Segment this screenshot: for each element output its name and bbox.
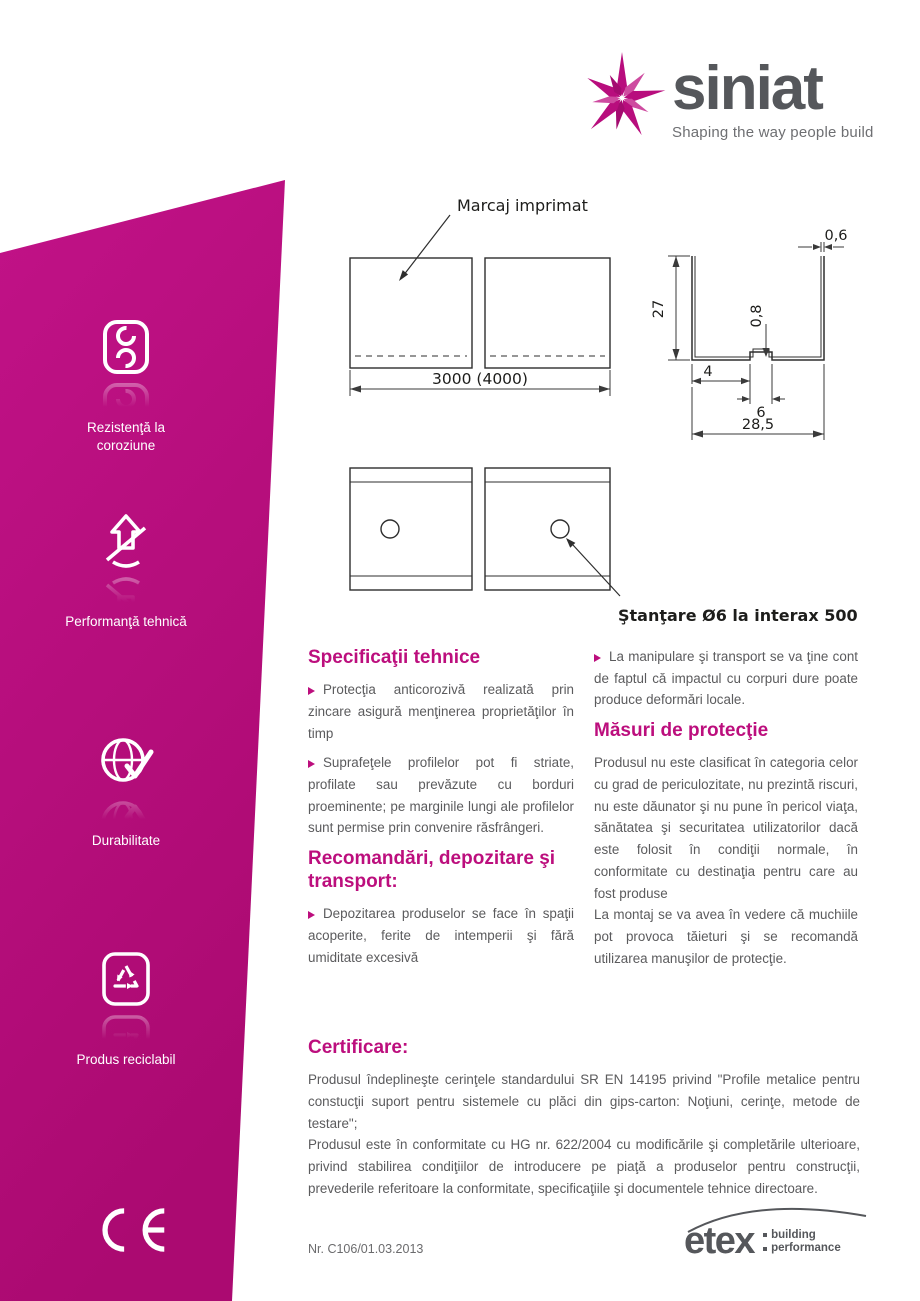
bullet-item [594,646,858,711]
left-column [308,646,574,977]
bullet-triangle-icon [594,654,601,662]
section-title-certificare: Certificare: [308,1037,409,1058]
sidebar-label-performanta: Performanţă tehnică [65,614,187,629]
bullet-item [308,679,574,744]
stantare-leader-line [573,545,620,596]
right-column [594,646,858,969]
bullet-triangle-icon [308,687,315,695]
dim-height-label: 27 [651,299,667,319]
technical-performance-icon [99,510,153,570]
callout-stantare: Ştanţare Ø6 la interax 500 [618,606,858,625]
paragraph: Produsul îndeplineşte cerinţele standardului SR EN 14195 privind "Profile metalice pentru constucţii suport pentru sistemele cu plăci din gips-carton: Noţiuni, cerinţe, metode de testare"; [308,1072,860,1131]
bullet-triangle-icon [308,911,315,919]
callout-marcaj-imprimat: Marcaj imprimat [457,196,588,215]
punched-hole [551,520,569,538]
sidebar-label-reciclabil: Produs reciclabil [76,1052,176,1067]
section-title-specificatii: Specificaţii tehnice [308,647,481,668]
drawing-profile-front-and-section [300,188,860,450]
ce-mark-icon [84,1204,170,1256]
bullet-text: Depozitarea produselor se face în spaţii acoperite, ferite de intemperii şi fără umiditate excesivă [308,906,574,965]
dim-rib-width-label: 6 [756,405,766,421]
dim-arrow [599,386,610,393]
etex-tagline-line2: performance [771,1241,841,1254]
etex-wordmark: etex [684,1220,755,1262]
corrosion-resistance-icon [99,318,153,376]
dim-length-label: 3000 (4000) [432,370,528,388]
sidebar-item-durabilitate [40,733,212,850]
profile-top-outline [350,468,610,590]
paragraph: Produsul este în conformitate cu HG nr. 622/2004 cu modificările şi completările ulterioare, privind stabilirea condiţiilor de introducere pe piaţă a produselor pentru construcţii, prevederile referitoare la conformitate, specificaţiile şi documentele tehnice directoare. [308,1137,860,1196]
brand-name: siniat [672,54,822,123]
sidebar-item-reciclabil [40,950,212,1069]
sidebar-item-performanta [40,510,212,631]
bullet-triangle-icon [308,760,315,768]
dim-rib-offset-label: 4 [703,364,713,380]
paragraph: Produsul nu este clasificat în categoria celor cu grad de periculozitate, nu prezintă riscuri, nu este dăunator şi nu pune în pericol viaţa, sănătatea şi securitatea utilizatorilor dacă este folosit în condiţii normale, în conformitate cu destinaţia pentru care au fost produse [594,755,858,901]
profile-fold-lines [350,482,610,576]
siniat-star-icon [570,40,670,152]
drawing-profile-top-view [300,452,860,647]
bullet-text: La manipulare şi transport se va ţine cont de faptul că impactul cu corpuri dure poate produce deformări locale. [594,649,858,708]
bullet-item [308,752,574,839]
bullet-item [308,903,574,968]
bullet-text: Suprafeţele profilelor pot fi striate, profilate sau prevăzute cu borduri proeminente; pe marginile lungi ale profilelor sunt permise prin convenire răsfrângeri. [308,755,574,836]
punched-hole [381,520,399,538]
dim-width-label: 28,5 [741,417,775,433]
certification-section [308,1036,860,1199]
recyclable-icon [99,950,153,1008]
etex-tagline-bullet [763,1247,767,1251]
bullet-text: Protecţia anticorozivă realizată prin zincare asigură menţinerea proprietăţilor în timp [308,682,574,741]
dim-web-thickness-label: 0,8 [749,304,765,328]
cross-section-dim-arrows [673,244,833,438]
paragraph: La montaj se va avea în vedere că muchiile pot provoca tăieturi şi se recomandă utilizarea manuşilor de protecţie. [594,907,858,966]
dim-arrow [350,386,361,393]
profile-front-outline [350,258,610,368]
etex-swoosh-icon [684,1204,870,1234]
dim-thickness-label: 0,6 [824,228,848,244]
section-title-masuri: Măsuri de protecţie [594,720,769,742]
section-title-recomandari: Recomandări, depozitare şi transport: [308,848,556,893]
document-number: Nr. C106/01.03.2013 [308,1242,424,1256]
etex-logo [684,1204,870,1262]
brand-tagline: Shaping the way people build [672,124,874,141]
callout-leader-line [403,215,450,276]
etex-tagline-line1: building [771,1228,816,1241]
durability-icon [97,733,155,789]
sidebar-label-coroziune: Rezistenţă la coroziune [86,420,166,454]
siniat-logo [570,40,874,152]
sidebar-item-coroziune [40,318,212,455]
sidebar-label-durabilitate: Durabilitate [91,833,161,848]
